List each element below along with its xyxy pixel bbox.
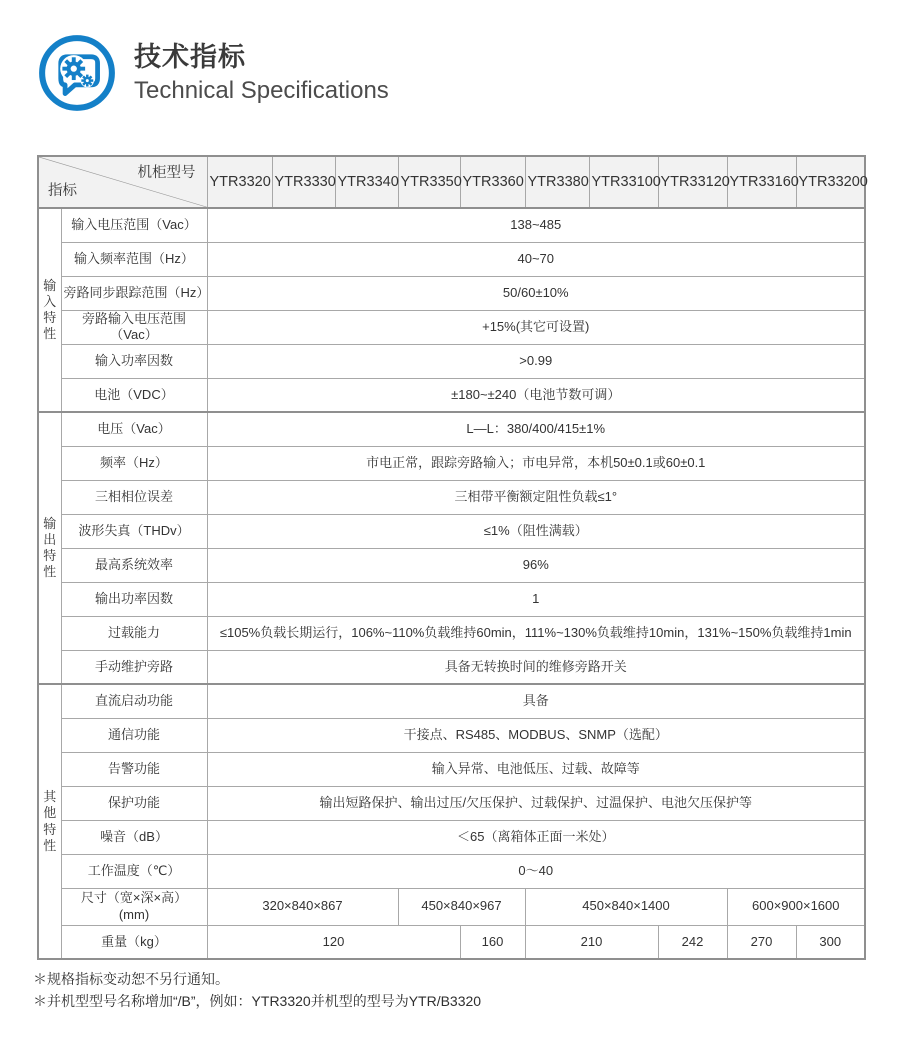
spec-label: 频率（Hz）: [61, 446, 207, 480]
dimension-label-line2: (mm): [118, 906, 150, 922]
spec-value: 138~485: [207, 208, 865, 242]
weight-value: 120: [207, 925, 460, 959]
spec-value: 三相带平衡额定阻性负载≤1°: [207, 480, 865, 514]
model-header: YTR3320: [207, 156, 272, 208]
model-header: YTR33200: [796, 156, 865, 208]
spec-value: 具备: [207, 684, 865, 718]
table-row: [38, 208, 865, 242]
table-row: [38, 684, 865, 718]
spec-value: 具备无转换时间的维修旁路开关: [207, 650, 865, 684]
table-row: [38, 310, 865, 344]
table-row: [38, 446, 865, 480]
corner-cell: [38, 156, 207, 208]
section-name-input: 输入特性: [38, 208, 61, 412]
table-row: [38, 786, 865, 820]
table-row: [38, 242, 865, 276]
model-header: YTR3330: [272, 156, 335, 208]
spec-label: 三相相位误差: [61, 480, 207, 514]
table-row: [38, 820, 865, 854]
spec-value: ≤105%负载长期运行，106%~110%负载维持60min，111%~130%负载维持10min，131%~150%负载维持1min: [207, 616, 865, 650]
spec-value: 输出短路保护、输出过压/欠压保护、过载保护、过温保护、电池欠压保护等: [207, 786, 865, 820]
spec-label: 旁路输入电压范围（Vac）: [61, 310, 207, 344]
spec-label: 输入频率范围（Hz）: [61, 242, 207, 276]
dimension-value: 320×840×867: [207, 888, 398, 925]
spec-label: 噪音（dB）: [61, 820, 207, 854]
dimension-value: 450×840×1400: [525, 888, 727, 925]
spec-value: 50/60±10%: [207, 276, 865, 310]
dimension-value: 450×840×967: [398, 888, 525, 925]
spec-label: 重量（kg）: [61, 925, 207, 959]
weight-value: 160: [460, 925, 525, 959]
spec-label: 通信功能: [61, 718, 207, 752]
corner-label-indicator: 指标: [48, 182, 77, 199]
table-row: [38, 480, 865, 514]
spec-label: 工作温度（℃）: [61, 854, 207, 888]
model-header: YTR33120: [658, 156, 727, 208]
spec-label: 告警功能: [61, 752, 207, 786]
spec-value: ±180~±240（电池节数可调）: [207, 378, 865, 412]
spec-label: [61, 888, 207, 925]
table-row: [38, 854, 865, 888]
footnote-line: ＊规格指标变动恕不另行通知。: [33, 971, 229, 987]
footnotes: [33, 968, 481, 1012]
spec-label: 电池（VDC）: [61, 378, 207, 412]
page-title-cn: 技术指标: [134, 41, 246, 72]
table-row: [38, 718, 865, 752]
table-row: [38, 548, 865, 582]
table-row: [38, 582, 865, 616]
spec-value: 0～40: [207, 854, 865, 888]
spec-label: 旁路同步跟踪范围（Hz）: [61, 276, 207, 310]
spec-label: 波形失真（THDv）: [61, 514, 207, 548]
page-title-en: Technical Specifications: [134, 76, 389, 104]
model-header: YTR33160: [727, 156, 796, 208]
spec-label: 最高系统效率: [61, 548, 207, 582]
weight-value: 270: [727, 925, 796, 959]
footnote-line: ＊并机型型号名称增加“/B”，例如：YTR3320并机型的型号为YTR/B3320: [33, 993, 482, 1009]
page-header: [38, 34, 389, 112]
section-name-output: 输出特性: [38, 412, 61, 684]
title-block: [134, 41, 389, 106]
spec-table: [37, 155, 866, 960]
spec-label: 输入功率因数: [61, 344, 207, 378]
table-row: [38, 276, 865, 310]
spec-value: 96%: [207, 548, 865, 582]
spec-value: 40~70: [207, 242, 865, 276]
spec-value: ≤1%（阻性满载）: [207, 514, 865, 548]
spec-label: 电压（Vac）: [61, 412, 207, 446]
spec-value: ＜65（离箱体正面一米处）: [207, 820, 865, 854]
spec-label: 过载能力: [61, 616, 207, 650]
spec-label: 输入电压范围（Vac）: [61, 208, 207, 242]
dimension-value: 600×900×1600: [727, 888, 865, 925]
dimension-row: [38, 888, 865, 925]
model-header: YTR3380: [525, 156, 589, 208]
spec-label: 手动维护旁路: [61, 650, 207, 684]
weight-value: 210: [525, 925, 658, 959]
section-name-other: 其他特性: [38, 684, 61, 959]
table-header-row: [38, 156, 865, 208]
spec-label: 直流启动功能: [61, 684, 207, 718]
weight-row: [38, 925, 865, 959]
weight-value: 242: [658, 925, 727, 959]
table-row: [38, 344, 865, 378]
table-row: [38, 378, 865, 412]
table-row: [38, 412, 865, 446]
spec-value: L—L：380/400/415±1%: [207, 412, 865, 446]
model-header: YTR3360: [460, 156, 525, 208]
table-row: [38, 616, 865, 650]
model-header: YTR3340: [335, 156, 398, 208]
spec-value: 干接点、RS485、MODBUS、SNMP（选配）: [207, 718, 865, 752]
spec-value: >0.99: [207, 344, 865, 378]
gears-chat-bubble-icon: [38, 34, 116, 112]
spec-value: 1: [207, 582, 865, 616]
corner-label-model: 机柜型号: [137, 165, 196, 181]
spec-value: +15%(其它可设置): [207, 310, 865, 344]
table-row: [38, 514, 865, 548]
table-row: [38, 752, 865, 786]
spec-label: 保护功能: [61, 786, 207, 820]
dimension-label-line1: 尺寸（宽×深×高）: [80, 890, 188, 906]
spec-value: 市电正常，跟踪旁路输入；市电异常，本机50±0.1或60±0.1: [207, 446, 865, 480]
weight-value: 300: [796, 925, 865, 959]
model-header: YTR33100: [589, 156, 658, 208]
model-header: YTR3350: [398, 156, 460, 208]
spec-value: 输入异常、电池低压、过载、故障等: [207, 752, 865, 786]
spec-label: 输出功率因数: [61, 582, 207, 616]
table-row: [38, 650, 865, 684]
